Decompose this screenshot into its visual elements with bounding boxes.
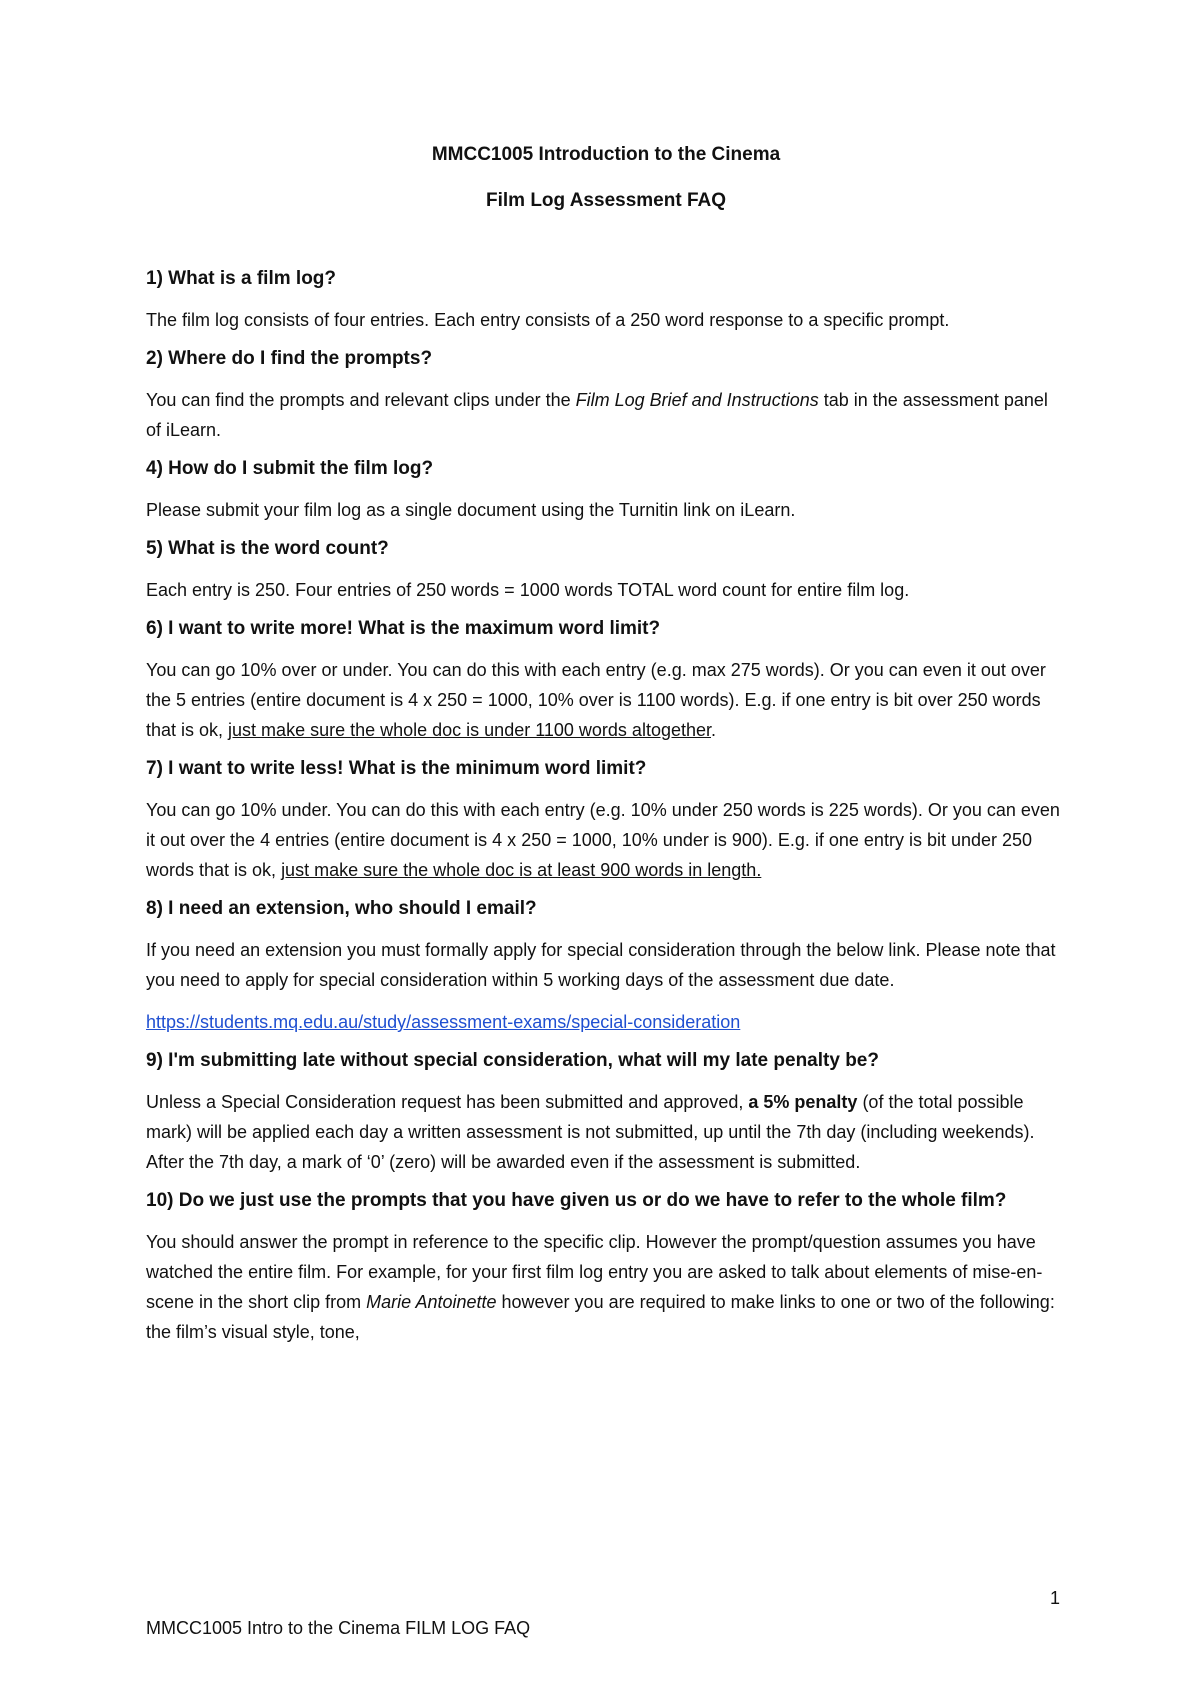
answer-10-text-end: however you are required to make links to one or two of the following: the film’s visual style, tone, <box>146 1292 1055 1342</box>
answer-9-penalty: a 5% penalty <box>748 1092 858 1112</box>
answer-6-text: You can go 10% over or under. You can do this with each entry (e.g. max 275 words). Or you can even it out over the 5 entries (entire document is 4 x 250 = 1000, 10% over is 1100 words). E.g. if one entry is bit over 250 words that is ok, <box>146 660 1046 740</box>
answer-2-text-end: tab in the assessment panel of iLearn. <box>146 390 1048 440</box>
answer-7 <box>146 795 1066 885</box>
answer-2 <box>146 385 1066 445</box>
question-6: 6) I want to write more! What is the maximum word limit? <box>146 618 661 639</box>
answer-2-text-start: You can find the prompts and relevant clips under the <box>146 390 576 410</box>
document-title: MMCC1005 Introduction to the Cinema <box>431 144 781 165</box>
page-footer: MMCC1005 Intro to the Cinema FILM LOG FAQ <box>146 1618 531 1638</box>
answer-6 <box>146 655 1066 745</box>
question-9: 9) I'm submitting late without special consideration, what will my late penalty be? <box>146 1050 879 1071</box>
answer-10-text: You should answer the prompt in reference to the specific clip. However the prompt/question assumes you have watched the entire film. For example, for your first film log entry you are asked to talk about elements of mise-en-scene in the short clip from <box>146 1232 1043 1312</box>
answer-9 <box>146 1087 1066 1177</box>
answer-8-link-line <box>146 1007 1066 1037</box>
answer-2-tab-name: Film Log Brief and Instructions <box>575 390 819 410</box>
answer-9-text: Unless a Special Consideration request has been submitted and approved, <box>146 1092 749 1112</box>
answer-7-text: You can go 10% under. You can do this with each entry (e.g. 10% under 250 words is 225 words). Or you can even it out over the 4 entries (entire document is 4 x 250 = 1000, 10% under is 900). E.g. if one entry is bit under 250 words that is ok, <box>146 800 1060 880</box>
answer-6-underlined: just make sure the whole doc is under 1100 words altogether <box>228 720 711 740</box>
answer-10-film-title: Marie Antoinette <box>366 1292 497 1312</box>
answer-4: Please submit your film log as a single document using the Turnitin link on iLearn. <box>146 500 796 520</box>
question-8: 8) I need an extension, who should I email? <box>146 898 537 919</box>
answer-10 <box>146 1227 1066 1347</box>
answer-7-underlined: just make sure the whole doc is at least 900 words in length. <box>281 860 762 880</box>
answer-5: Each entry is 250. Four entries of 250 words = 1000 words TOTAL word count for entire film log. <box>146 580 910 600</box>
answer-8: If you need an extension you must formally apply for special consideration through the below link. Please note that you need to apply for special consideration within 5 working days of the assessment due date. <box>146 940 1056 990</box>
special-consideration-link[interactable]: https://students.mq.edu.au/study/assessment-exams/special-consideration <box>146 1012 741 1032</box>
answer-6-end: . <box>711 720 717 740</box>
question-2: 2) Where do I find the prompts? <box>146 348 433 369</box>
answer-9-text-end: (of the total possible mark) will be applied each day a written assessment is not submitted, up until the 7th day (including weekends). After the 7th day, a mark of ‘0’ (zero) will be awarded even if the assessment is submitted. <box>146 1092 1035 1172</box>
question-1: 1) What is a film log? <box>146 268 337 289</box>
question-5: 5) What is the word count? <box>146 538 389 559</box>
question-10: 10) Do we just use the prompts that you have given us or do we have to refer to the whole film? <box>146 1190 1007 1211</box>
answer-1: The film log consists of four entries. Each entry consists of a 250 word response to a specific prompt. <box>146 310 950 330</box>
document-subtitle: Film Log Assessment FAQ <box>485 190 726 211</box>
document-body <box>146 143 1066 1359</box>
page-number: 1 <box>1049 1588 1060 1608</box>
question-4: 4) How do I submit the film log? <box>146 458 434 479</box>
question-7: 7) I want to write less! What is the minimum word limit? <box>146 758 647 779</box>
